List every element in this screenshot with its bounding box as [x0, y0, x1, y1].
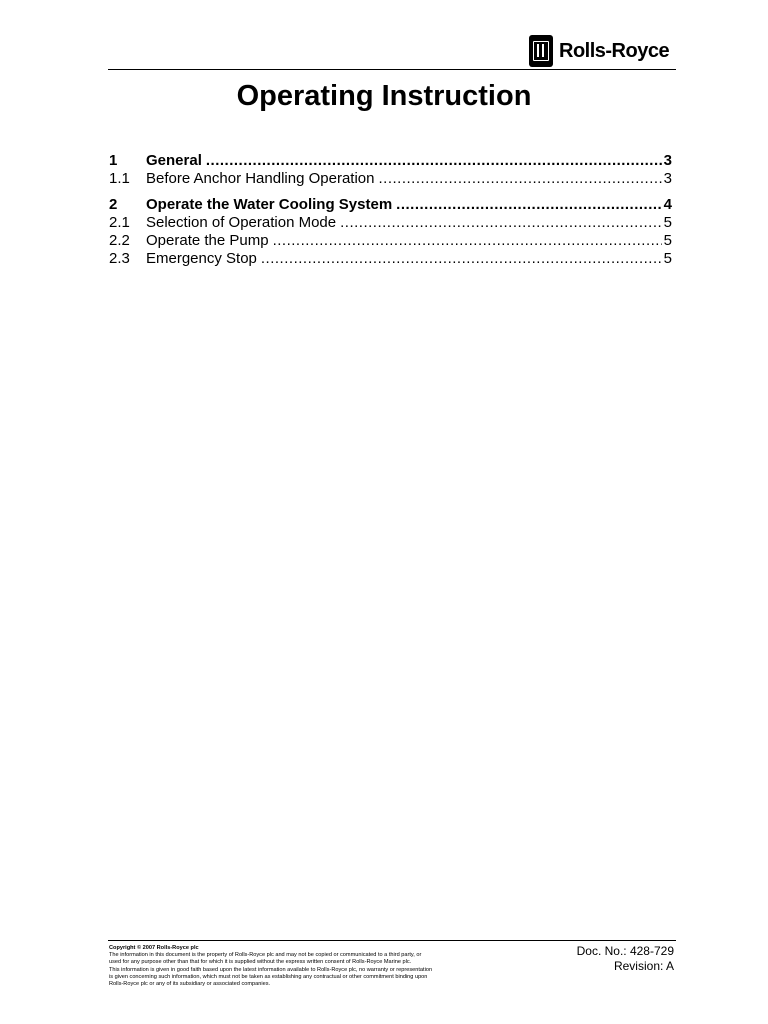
legal-line: The information in this document is the property of Rolls-Royce plc and may not be copied or communicated to a third party, or: [109, 952, 422, 959]
footer-legal-notice: [109, 945, 489, 988]
rolls-royce-monogram-icon: [529, 35, 553, 67]
toc-entry-number: 2.2: [109, 232, 130, 249]
legal-line: is given concerning such information, which must not be taken as establishing any contractual or other commitment binding upon: [109, 973, 428, 980]
legal-line: used for any purpose other than that for which it is supplied without the express written consent of Rolls-Royce Marine plc.: [109, 959, 412, 966]
toc-entry-title: Selection of Operation Mode: [146, 214, 337, 231]
toc-leader-dots: [396, 196, 661, 214]
toc-entry-page: 5: [663, 214, 672, 231]
toc-entry-number: 1.1: [109, 170, 130, 187]
toc-leader-dots: [206, 152, 662, 170]
toc-entry-page: 5: [663, 232, 672, 249]
toc-entry-title: Operate the Pump: [146, 232, 269, 249]
toc-entry-title: General: [146, 152, 202, 169]
toc-leader-dots: [273, 232, 662, 250]
page-header: [0, 0, 768, 72]
toc-entry-title: Before Anchor Handling Operation: [146, 170, 375, 187]
header-divider: [108, 69, 676, 70]
revision: Revision: A: [613, 959, 674, 973]
brand-name: Rolls-Royce: [559, 39, 670, 62]
footer-divider: [108, 940, 676, 941]
document-title: Operating Instruction: [236, 80, 532, 112]
toc-entry-2[interactable]: [109, 196, 672, 214]
toc-entry-number: 2: [109, 196, 118, 213]
toc-entry-2-2[interactable]: [109, 232, 672, 250]
toc-entry-page: 5: [663, 250, 672, 267]
toc-entry-page: 4: [663, 196, 672, 213]
legal-line: This information is given in good faith based upon the latest information available to Rolls-Royce plc, no warranty or representation: [109, 966, 433, 973]
doc-number: Doc. No.: 428-729: [576, 944, 674, 958]
toc-leader-dots: [378, 170, 661, 188]
legal-line: Rolls-Royce plc or any of its subsidiary or associated companies.: [109, 981, 271, 988]
toc-entry-2-1[interactable]: [109, 214, 672, 232]
document-info: [577, 944, 674, 974]
copyright-line: Copyright © 2007 Rolls-Royce plc: [109, 945, 199, 951]
toc-entry-1-1[interactable]: [109, 170, 672, 188]
toc-entry-title: Operate the Water Cooling System: [146, 196, 393, 213]
brand-logo: [529, 34, 669, 68]
toc-entry-number: 2.1: [109, 214, 130, 231]
toc-entry-page: 3: [663, 170, 672, 187]
toc-entry-number: 2.3: [109, 250, 130, 267]
table-of-contents: [109, 152, 672, 268]
toc-entry-2-3[interactable]: [109, 250, 672, 268]
toc-entry-1[interactable]: [109, 152, 672, 170]
toc-entry-page: 3: [663, 152, 672, 169]
toc-leader-dots: [340, 214, 662, 232]
toc-leader-dots: [261, 250, 662, 268]
toc-entry-title: Emergency Stop: [146, 250, 257, 267]
toc-entry-number: 1: [109, 152, 118, 169]
